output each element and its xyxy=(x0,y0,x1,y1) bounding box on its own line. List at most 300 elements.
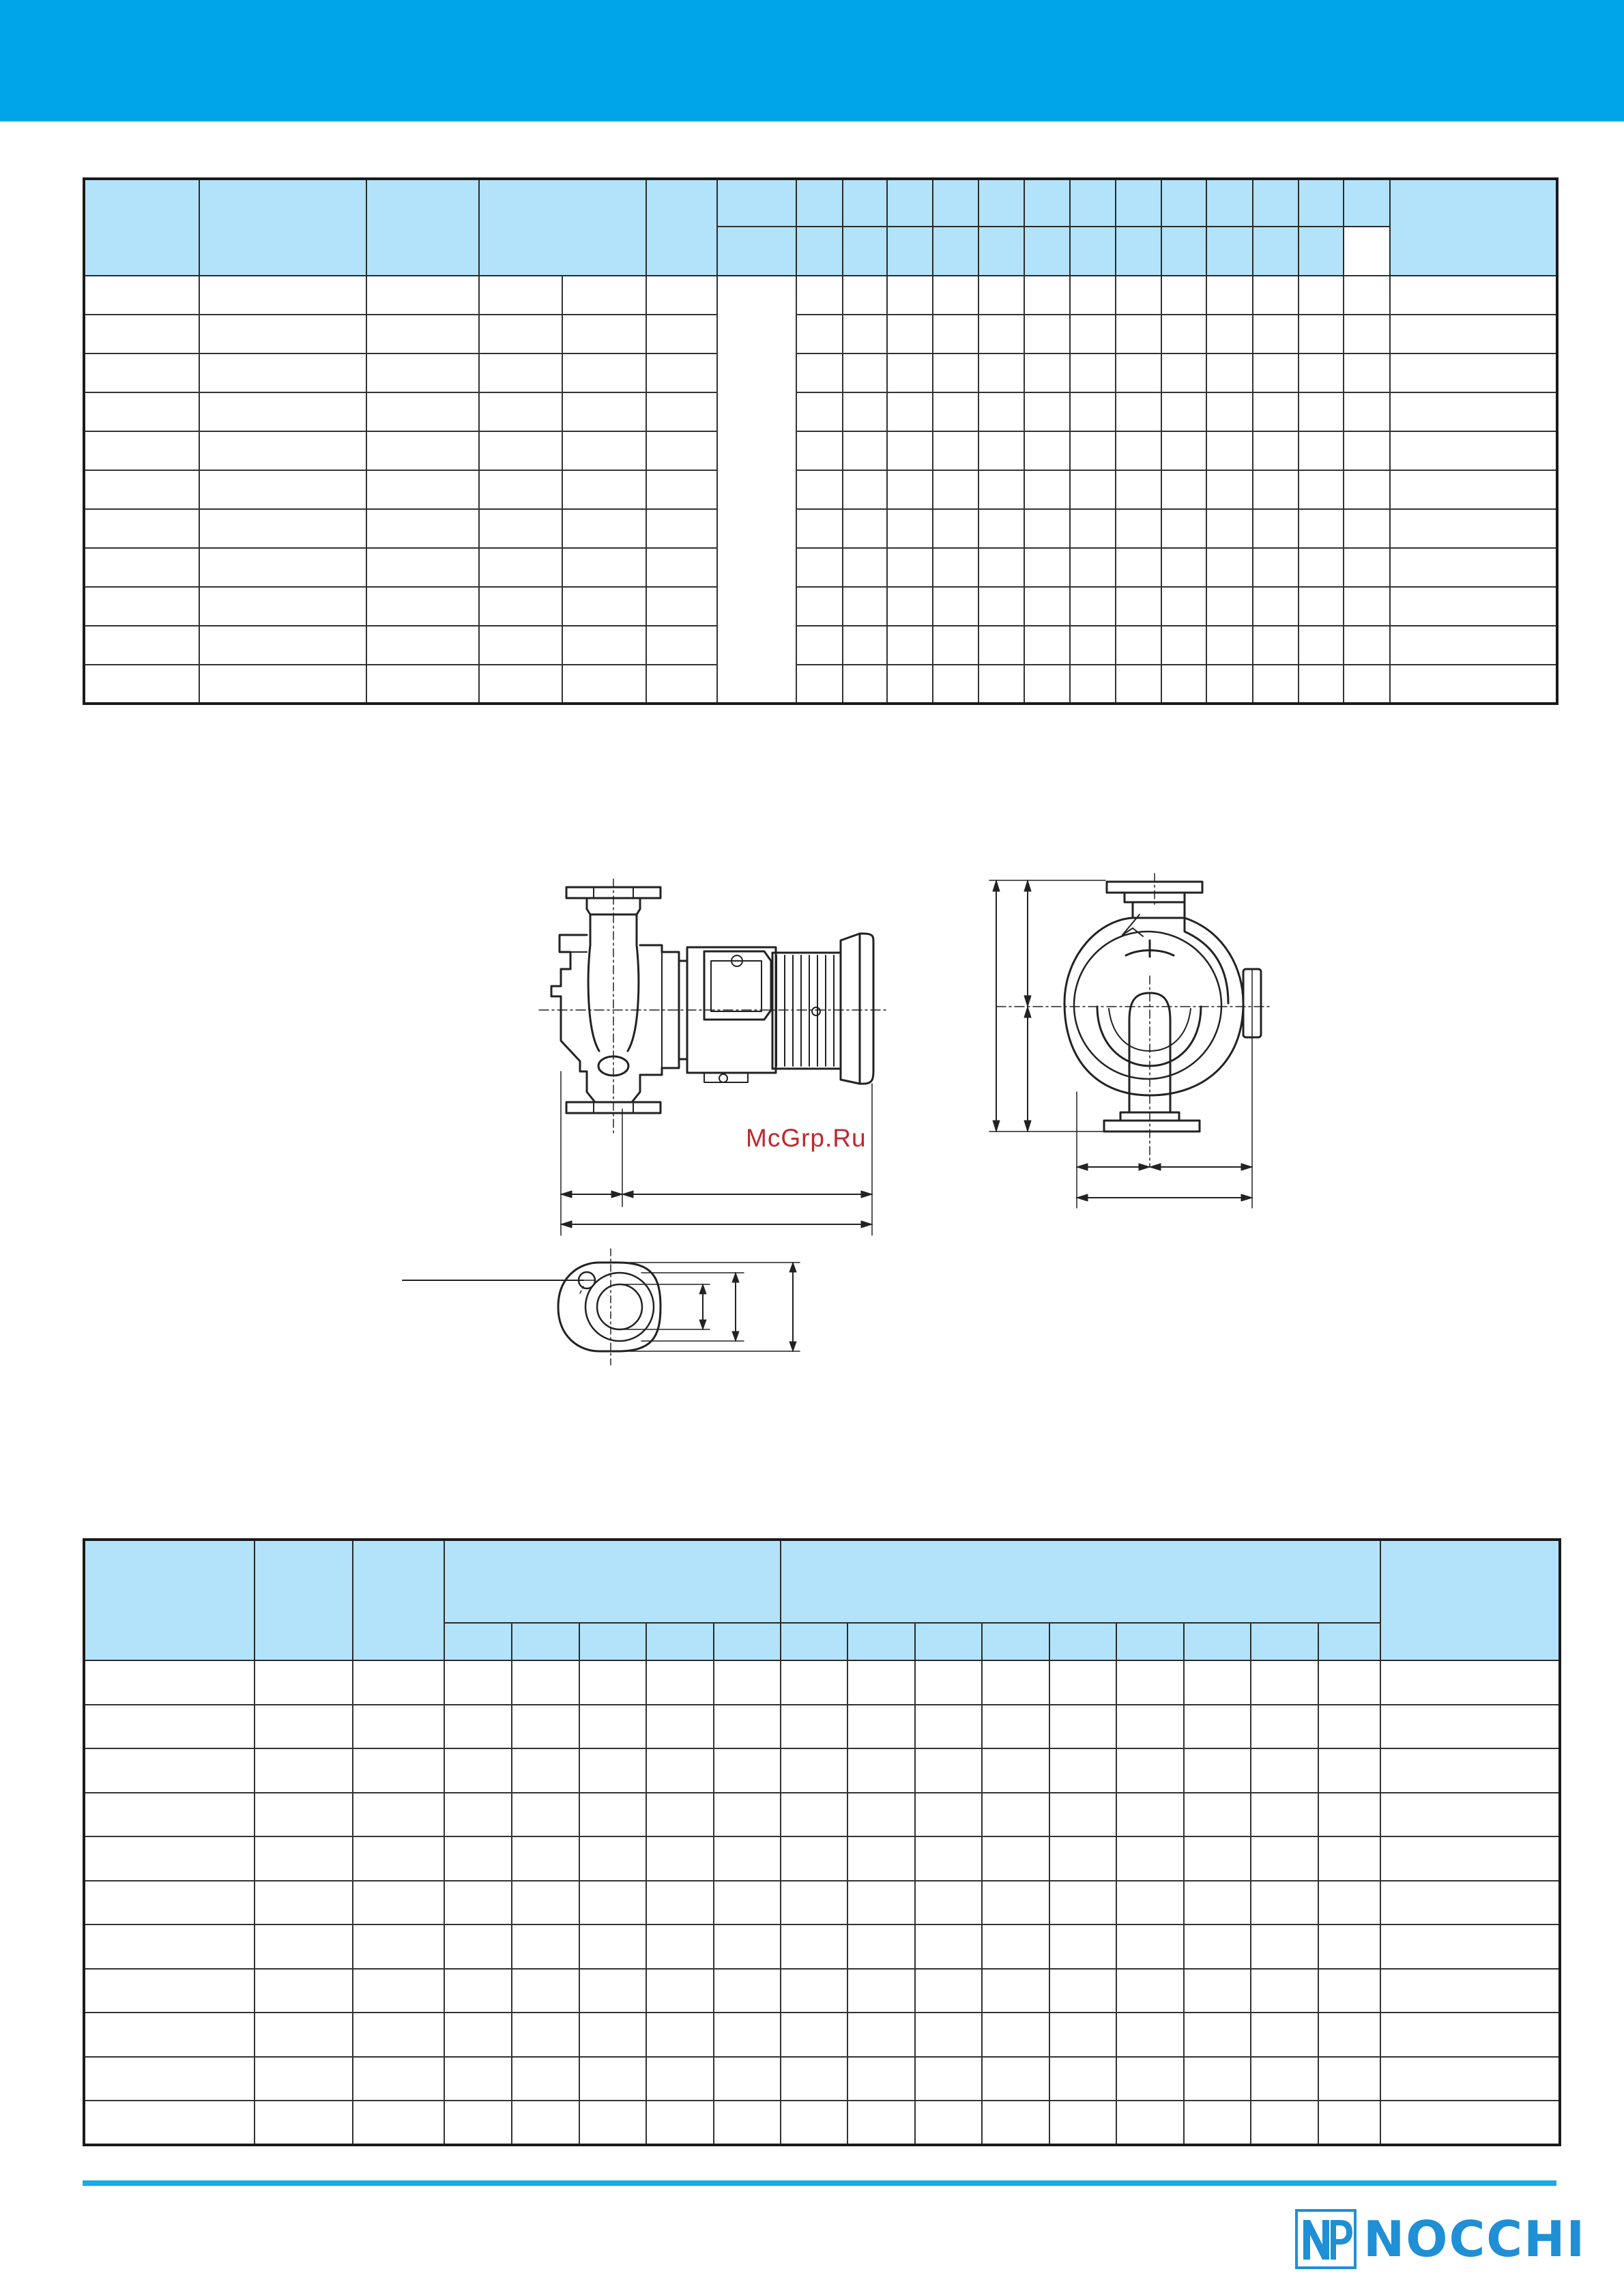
table-cell xyxy=(1390,509,1557,548)
table-cell xyxy=(84,587,199,626)
table-cell xyxy=(646,276,717,315)
table-cell xyxy=(1251,2101,1318,2145)
table-cell xyxy=(915,2057,982,2101)
table-row xyxy=(84,431,1557,470)
table-cell xyxy=(1318,1748,1380,1793)
table-cell xyxy=(84,1836,255,1881)
table-cell xyxy=(1184,1793,1251,1837)
table-cell xyxy=(512,1836,579,1881)
table-cell xyxy=(562,470,646,509)
table-row xyxy=(84,1793,1560,1837)
table-cell xyxy=(1116,1748,1184,1793)
header-cell xyxy=(915,1623,982,1660)
table-cell xyxy=(1253,548,1299,587)
header-cell xyxy=(796,179,843,227)
table-row xyxy=(84,626,1557,665)
table-cell xyxy=(579,2057,646,2101)
table-cell xyxy=(353,1924,444,1969)
table-cell xyxy=(366,431,479,470)
table-cell xyxy=(1206,315,1252,354)
table-cell xyxy=(1161,509,1206,548)
table-cell xyxy=(933,626,978,665)
table-cell xyxy=(512,1748,579,1793)
table-cell xyxy=(1299,315,1344,354)
table-cell xyxy=(646,392,717,431)
table-cell xyxy=(512,1881,579,1925)
table-cell xyxy=(646,1881,714,1925)
table-cell xyxy=(199,276,366,315)
table-cell xyxy=(1116,1705,1184,1749)
table-cell xyxy=(84,1660,255,1705)
table-cell xyxy=(1161,431,1206,470)
table-cell xyxy=(781,1793,847,1837)
table-cell xyxy=(781,1924,847,1969)
table-cell xyxy=(1049,2057,1116,2101)
table-cell xyxy=(847,1969,915,2013)
table-cell xyxy=(1161,548,1206,587)
table-cell xyxy=(84,548,199,587)
table-cell xyxy=(1161,470,1206,509)
table-cell xyxy=(1253,392,1299,431)
table-cell xyxy=(1161,626,1206,665)
table-cell xyxy=(1344,431,1389,470)
brand-logo-group xyxy=(1295,2208,1586,2270)
table1-header-row-1 xyxy=(84,179,1557,227)
table-cell xyxy=(1116,276,1161,315)
table-row xyxy=(84,665,1557,704)
table-cell xyxy=(1344,276,1389,315)
table-cell xyxy=(1024,470,1069,509)
table-cell xyxy=(1380,1881,1560,1925)
table-cell xyxy=(1380,1705,1560,1749)
table-cell xyxy=(1116,548,1161,587)
table-cell xyxy=(479,665,563,704)
table-cell xyxy=(781,1660,847,1705)
table-cell xyxy=(1161,315,1206,354)
table-cell xyxy=(1344,509,1389,548)
header-cell xyxy=(1318,1623,1380,1660)
header-cell xyxy=(255,1540,353,1660)
table-cell xyxy=(1070,315,1116,354)
table-cell xyxy=(646,1924,714,1969)
table-cell xyxy=(1344,354,1389,392)
table-cell xyxy=(1380,2101,1560,2145)
table-cell xyxy=(781,2101,847,2145)
header-cell xyxy=(199,179,366,276)
pump-dimension-drawings xyxy=(382,867,1283,1372)
table-cell xyxy=(1253,509,1299,548)
table-cell xyxy=(1116,1836,1184,1881)
table-cell xyxy=(646,1793,714,1837)
table-cell xyxy=(255,1836,353,1881)
table-cell xyxy=(1049,2101,1116,2145)
table-cell xyxy=(1024,509,1069,548)
table-cell xyxy=(579,2013,646,2057)
table-cell xyxy=(579,1793,646,1837)
table-cell xyxy=(1299,354,1344,392)
header-cell xyxy=(933,227,978,276)
table-cell xyxy=(1318,1924,1380,1969)
table-cell xyxy=(366,470,479,509)
table-row xyxy=(84,587,1557,626)
table-cell xyxy=(1251,1924,1318,1969)
table-cell xyxy=(714,1969,781,2013)
table-cell xyxy=(1299,626,1344,665)
table-cell xyxy=(199,665,366,704)
table-cell xyxy=(1049,2013,1116,2057)
table-cell xyxy=(847,2013,915,2057)
table-cell xyxy=(1116,1969,1184,2013)
table-cell xyxy=(915,1748,982,1793)
header-cell xyxy=(366,179,479,276)
table-cell xyxy=(843,276,887,315)
table-cell xyxy=(982,2057,1049,2101)
table-cell xyxy=(933,509,978,548)
table-cell xyxy=(579,2101,646,2145)
table-cell xyxy=(1161,587,1206,626)
header-cell xyxy=(646,1623,714,1660)
table-cell xyxy=(1206,431,1252,470)
table-cell xyxy=(1116,392,1161,431)
table-cell xyxy=(579,1969,646,2013)
table-cell xyxy=(887,665,932,704)
table-cell xyxy=(982,2013,1049,2057)
table-row xyxy=(84,1836,1560,1881)
table-cell xyxy=(1344,392,1389,431)
table-row xyxy=(84,354,1557,392)
table-cell xyxy=(1049,1705,1116,1749)
table-cell xyxy=(1299,548,1344,587)
table-cell xyxy=(1206,470,1252,509)
table-cell xyxy=(366,626,479,665)
table-cell xyxy=(1299,392,1344,431)
table-cell xyxy=(1251,2013,1318,2057)
table-cell xyxy=(978,392,1024,431)
header-cell xyxy=(1299,227,1344,276)
table-cell xyxy=(1390,470,1557,509)
header-cell xyxy=(444,1623,512,1660)
header-cell xyxy=(512,1623,579,1660)
table-cell xyxy=(646,587,717,626)
table-cell xyxy=(562,509,646,548)
table-cell xyxy=(1253,470,1299,509)
table-cell xyxy=(915,1836,982,1881)
table-cell xyxy=(562,665,646,704)
table-cell xyxy=(1206,354,1252,392)
header-cell xyxy=(843,227,887,276)
table-cell xyxy=(1318,2013,1380,2057)
table-cell xyxy=(843,431,887,470)
table-cell xyxy=(1116,470,1161,509)
table-cell xyxy=(84,1924,255,1969)
table-row xyxy=(84,2013,1560,2057)
header-cell xyxy=(479,227,563,276)
table-cell xyxy=(199,392,366,431)
table-cell xyxy=(84,392,199,431)
header-cell xyxy=(933,179,978,227)
header-cell xyxy=(847,1623,915,1660)
table-cell xyxy=(1344,587,1389,626)
table-cell xyxy=(1380,1836,1560,1881)
table-cell xyxy=(1251,1836,1318,1881)
header-cell xyxy=(1206,227,1252,276)
table-cell xyxy=(366,276,479,315)
table-cell xyxy=(933,392,978,431)
table-cell xyxy=(84,1793,255,1837)
header-cell xyxy=(1251,1623,1318,1660)
table-cell xyxy=(796,470,843,509)
table-cell xyxy=(366,587,479,626)
header-cell xyxy=(562,227,646,276)
table-cell xyxy=(915,1924,982,1969)
table-cell xyxy=(1184,1836,1251,1881)
table-cell xyxy=(199,315,366,354)
table-cell xyxy=(444,2101,512,2145)
table-cell xyxy=(843,354,887,392)
nocchi-logo-icon xyxy=(1295,2209,1357,2269)
table-cell xyxy=(479,315,563,354)
table-cell xyxy=(1206,509,1252,548)
table-cell xyxy=(84,431,199,470)
table-cell xyxy=(887,431,932,470)
table-cell xyxy=(781,1969,847,2013)
table-cell xyxy=(933,548,978,587)
table-cell xyxy=(1344,665,1389,704)
table-cell xyxy=(512,2013,579,2057)
table-cell xyxy=(933,431,978,470)
table-cell xyxy=(1251,1705,1318,1749)
table-cell xyxy=(1390,315,1557,354)
table-cell xyxy=(1116,1924,1184,1969)
table-cell xyxy=(479,548,563,587)
table-cell xyxy=(915,1660,982,1705)
table-cell xyxy=(1318,1969,1380,2013)
table-cell xyxy=(847,1748,915,1793)
header-cell xyxy=(717,179,796,227)
table-cell xyxy=(1049,1924,1116,1969)
table-cell xyxy=(847,1836,915,1881)
table-cell xyxy=(843,392,887,431)
table-cell xyxy=(933,665,978,704)
header-cell xyxy=(1116,1623,1184,1660)
header-cell xyxy=(1024,227,1069,276)
table-cell xyxy=(255,1705,353,1749)
table-cell xyxy=(781,2057,847,2101)
table-cell xyxy=(1206,548,1252,587)
table-cell xyxy=(915,2101,982,2145)
table-cell xyxy=(512,2101,579,2145)
table-cell xyxy=(781,1881,847,1925)
table-cell xyxy=(1116,626,1161,665)
table-cell xyxy=(796,392,843,431)
table-cell xyxy=(199,548,366,587)
table-cell xyxy=(444,1660,512,1705)
table-cell xyxy=(84,2013,255,2057)
table-cell xyxy=(1380,1924,1560,1969)
table-cell xyxy=(1253,276,1299,315)
table-cell xyxy=(562,392,646,431)
table-cell xyxy=(1344,548,1389,587)
table-cell xyxy=(1116,665,1161,704)
table-cell xyxy=(978,665,1024,704)
header-cell xyxy=(1253,227,1299,276)
table-cell xyxy=(646,1748,714,1793)
table-cell xyxy=(1390,354,1557,392)
table-cell xyxy=(84,2101,255,2145)
table-cell xyxy=(1380,2013,1560,2057)
table-cell xyxy=(915,1881,982,1925)
table-cell xyxy=(84,1969,255,2013)
table-cell xyxy=(512,1969,579,2013)
table-cell xyxy=(1070,509,1116,548)
table-cell xyxy=(646,1705,714,1749)
table-cell xyxy=(84,276,199,315)
table-cell xyxy=(843,626,887,665)
table-cell xyxy=(1318,2057,1380,2101)
header-cell xyxy=(887,227,932,276)
table-cell xyxy=(1049,1969,1116,2013)
table-cell xyxy=(353,1836,444,1881)
table-cell xyxy=(1116,2057,1184,2101)
table-cell xyxy=(84,354,199,392)
table-cell xyxy=(1184,1881,1251,1925)
table-row xyxy=(84,2101,1560,2145)
table-cell xyxy=(366,315,479,354)
table-cell xyxy=(847,2057,915,2101)
table-cell xyxy=(1251,2057,1318,2101)
table-cell xyxy=(978,587,1024,626)
table-cell xyxy=(1299,276,1344,315)
table-cell xyxy=(1070,392,1116,431)
table-cell xyxy=(1253,431,1299,470)
table-cell xyxy=(843,315,887,354)
table-cell xyxy=(915,1705,982,1749)
table-cell xyxy=(714,1924,781,1969)
table-row xyxy=(84,470,1557,509)
table-cell xyxy=(1184,2057,1251,2101)
table-cell xyxy=(444,1969,512,2013)
table-cell xyxy=(796,548,843,587)
table-cell xyxy=(717,276,796,704)
table-cell xyxy=(255,1660,353,1705)
table-cell xyxy=(1161,276,1206,315)
table-cell xyxy=(933,276,978,315)
table-cell xyxy=(562,548,646,587)
table-cell xyxy=(796,665,843,704)
table-cell xyxy=(847,1924,915,1969)
table2-header-row-1 xyxy=(84,1540,1560,1623)
table-cell xyxy=(512,2057,579,2101)
table-cell xyxy=(796,431,843,470)
table-cell xyxy=(1184,2013,1251,2057)
table-row xyxy=(84,1881,1560,1925)
table-cell xyxy=(714,1881,781,1925)
table-cell xyxy=(982,1705,1049,1749)
table-cell xyxy=(199,509,366,548)
table-cell xyxy=(781,1748,847,1793)
table-cell xyxy=(796,509,843,548)
table-cell xyxy=(199,626,366,665)
table-cell xyxy=(843,509,887,548)
table-cell xyxy=(1070,276,1116,315)
table-cell xyxy=(982,1836,1049,1881)
table-cell xyxy=(1184,1969,1251,2013)
table-cell xyxy=(1049,1748,1116,1793)
watermark-text: McGrp.Ru xyxy=(746,1124,867,1152)
header-cell xyxy=(982,1623,1049,1660)
table-cell xyxy=(1116,587,1161,626)
table-cell xyxy=(887,392,932,431)
table-cell xyxy=(978,509,1024,548)
table-cell xyxy=(1024,587,1069,626)
table-cell xyxy=(1380,1748,1560,1793)
header-cell xyxy=(1070,179,1116,227)
table-cell xyxy=(366,509,479,548)
header-cell xyxy=(796,227,843,276)
table-cell xyxy=(1161,665,1206,704)
header-cell xyxy=(353,1540,444,1660)
table-cell xyxy=(512,1924,579,1969)
table-cell xyxy=(1344,470,1389,509)
table-cell xyxy=(366,665,479,704)
table-cell xyxy=(562,354,646,392)
table-cell xyxy=(84,1748,255,1793)
table-cell xyxy=(84,315,199,354)
table-cell xyxy=(1253,587,1299,626)
table-cell xyxy=(714,1836,781,1881)
table-cell xyxy=(479,509,563,548)
table-cell xyxy=(1049,1660,1116,1705)
table-cell xyxy=(982,1881,1049,1925)
pump-side-view xyxy=(539,879,887,1235)
table-cell xyxy=(781,1836,847,1881)
table-cell xyxy=(1116,354,1161,392)
header-cell xyxy=(843,179,887,227)
table-cell xyxy=(1251,1881,1318,1925)
table-cell xyxy=(796,354,843,392)
table-cell xyxy=(1184,1924,1251,1969)
table-cell xyxy=(1070,587,1116,626)
table-cell xyxy=(479,354,563,392)
table-cell xyxy=(1206,626,1252,665)
table-cell xyxy=(1184,1705,1251,1749)
table-cell xyxy=(353,1793,444,1837)
table-cell xyxy=(843,548,887,587)
table-cell xyxy=(887,509,932,548)
table-cell xyxy=(1380,2057,1560,2101)
header-cell xyxy=(1253,179,1299,227)
table-cell xyxy=(1049,1793,1116,1837)
table-cell xyxy=(1184,1748,1251,1793)
table-cell xyxy=(1318,1881,1380,1925)
table-cell xyxy=(1251,1660,1318,1705)
table-cell xyxy=(646,509,717,548)
table-cell xyxy=(444,2013,512,2057)
table-cell xyxy=(1024,392,1069,431)
table-cell xyxy=(847,1705,915,1749)
table-cell xyxy=(646,2013,714,2057)
table-cell xyxy=(646,1660,714,1705)
header-cell xyxy=(479,179,646,227)
table-cell xyxy=(1390,665,1557,704)
header-cell xyxy=(1380,1540,1560,1660)
table-cell xyxy=(1253,626,1299,665)
table-cell xyxy=(646,354,717,392)
table-cell xyxy=(1116,2013,1184,2057)
table-cell xyxy=(915,1793,982,1837)
table-cell xyxy=(1390,392,1557,431)
table-cell xyxy=(1251,1748,1318,1793)
